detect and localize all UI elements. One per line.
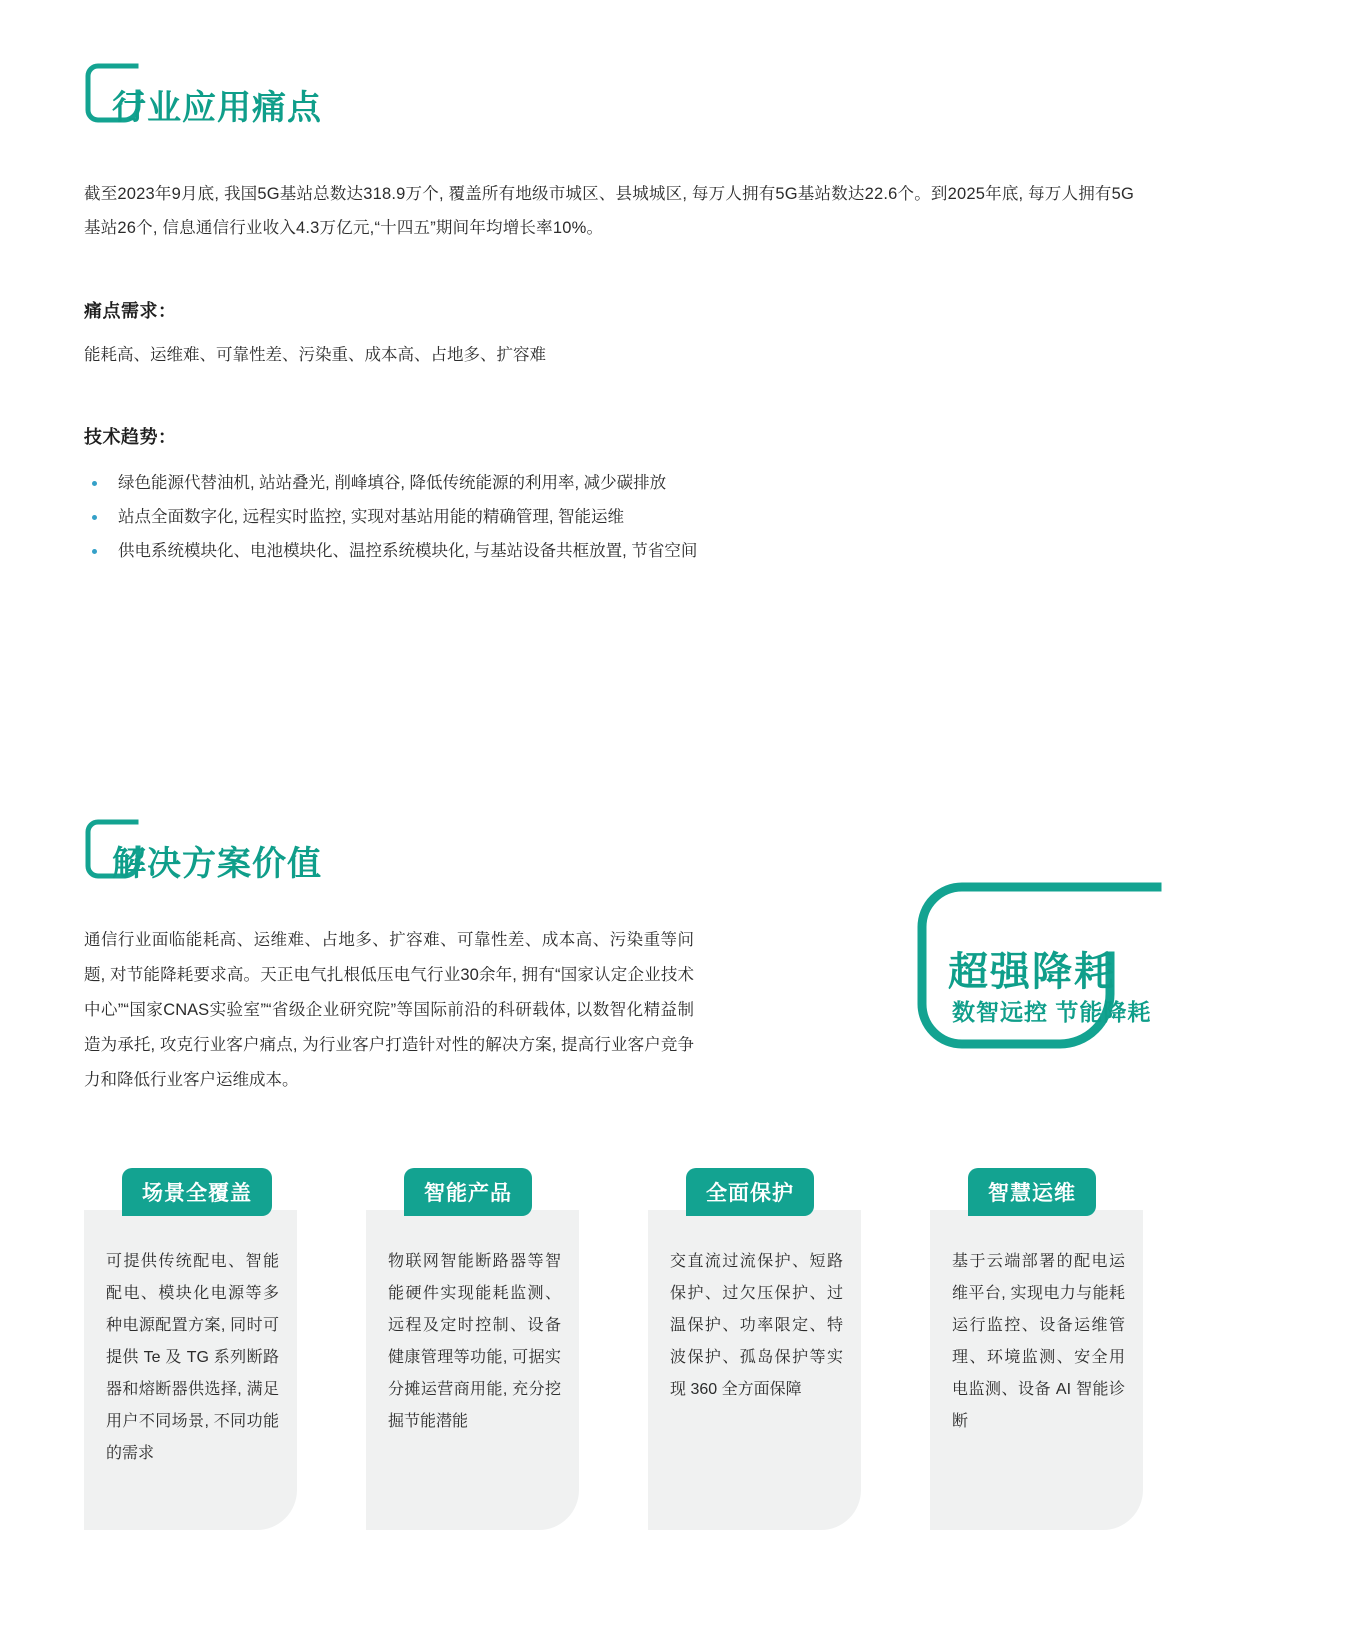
card-tab-label: 智能产品 [404, 1168, 532, 1216]
card-body-text: 交直流过流保护、短路保护、过欠压保护、过温保护、功率限定、特波保护、孤岛保护等实现 360 全方面保障 [670, 1253, 843, 1398]
section-title: 行业应用痛点 [112, 89, 322, 127]
list-item [84, 534, 1084, 568]
list-item-label: 供电系统模块化、电池模块化、温控系统模块化, 与基站设备共框放置, 节省空间 [118, 542, 698, 560]
badge-subtitle: 数智远控 节能降耗 [952, 999, 1152, 1025]
list-item [84, 466, 1084, 500]
pain-needs-text: 能耗高、运维难、可靠性差、污染重、成本高、占地多、扩容难 [84, 346, 546, 364]
value-card [648, 1210, 861, 1530]
card-body-text: 基于云端部署的配电运维平台, 实现电力与能耗运行监控、设备运维管理、环境监测、安全用电监测、设备 AI 智能诊断 [952, 1253, 1125, 1430]
value-card-group [84, 1168, 1204, 1538]
tech-trend-list [84, 466, 1084, 568]
value-card [84, 1210, 297, 1530]
value-card [366, 1210, 579, 1530]
list-item-label: 绿色能源代替油机, 站站叠光, 削峰填谷, 降低传统能源的利用率, 减少碳排放 [118, 474, 667, 492]
section-heading-industry-pain-points [84, 62, 504, 142]
highlight-badge [910, 878, 1175, 1053]
list-item-label: 站点全面数字化, 远程实时监控, 实现对基站用能的精确管理, 智能运维 [118, 508, 625, 526]
value-card [930, 1210, 1143, 1530]
card-tab-label: 智慧运维 [968, 1168, 1096, 1216]
intro-paragraph: 截至2023年9月底, 我国5G基站总数达318.9万个, 覆盖所有地级市城区、县城城区, 每万人拥有5G基站数达22.6个。到2025年底, 每万人拥有5G基站26个, 信息通信行业收入4.3万亿元,“十四五”期间年均增长率10%。 [84, 185, 1134, 237]
tech-trend-label: 技术趋势： [84, 427, 177, 447]
bullet-dot-icon [92, 549, 97, 554]
solution-value-paragraph: 通信行业面临能耗高、运维难、占地多、扩容难、可靠性差、成本高、污染重等问题, 对节能降耗要求高。天正电气扎根低压电气行业30余年, 拥有“国家认定企业技术中心”“国家CNAS实验室”“省级企业研究院”等国际前沿的科研载体, 以数智化精益制造为承托, 攻克行业客户痛点, 为行业客户打造针对性的解决方案, 提高行业客户竞争力和降低行业客户运维成本。 [84, 931, 694, 1089]
card-body-text: 可提供传统配电、智能配电、模块化电源等多种电源配置方案, 同时可提供 Te 及 TG 系列断路器和熔断器供选择, 满足用户不同场景, 不同功能的需求 [106, 1253, 279, 1462]
bullet-dot-icon [92, 481, 97, 486]
card-tab-label: 全面保护 [686, 1168, 814, 1216]
list-item [84, 500, 1084, 534]
section-title: 解决方案价值 [112, 845, 322, 883]
card-tab-label: 场景全覆盖 [122, 1168, 272, 1216]
section-heading-solution-value [84, 818, 504, 898]
bullet-dot-icon [92, 515, 97, 520]
card-body-text: 物联网智能断路器等智能硬件实现能耗监测、远程及定时控制、设备健康管理等功能, 可据实分摊运营商用能, 充分挖掘节能潜能 [388, 1253, 561, 1430]
pain-needs-label: 痛点需求： [84, 301, 177, 321]
badge-title: 超强降耗 [948, 950, 1116, 994]
